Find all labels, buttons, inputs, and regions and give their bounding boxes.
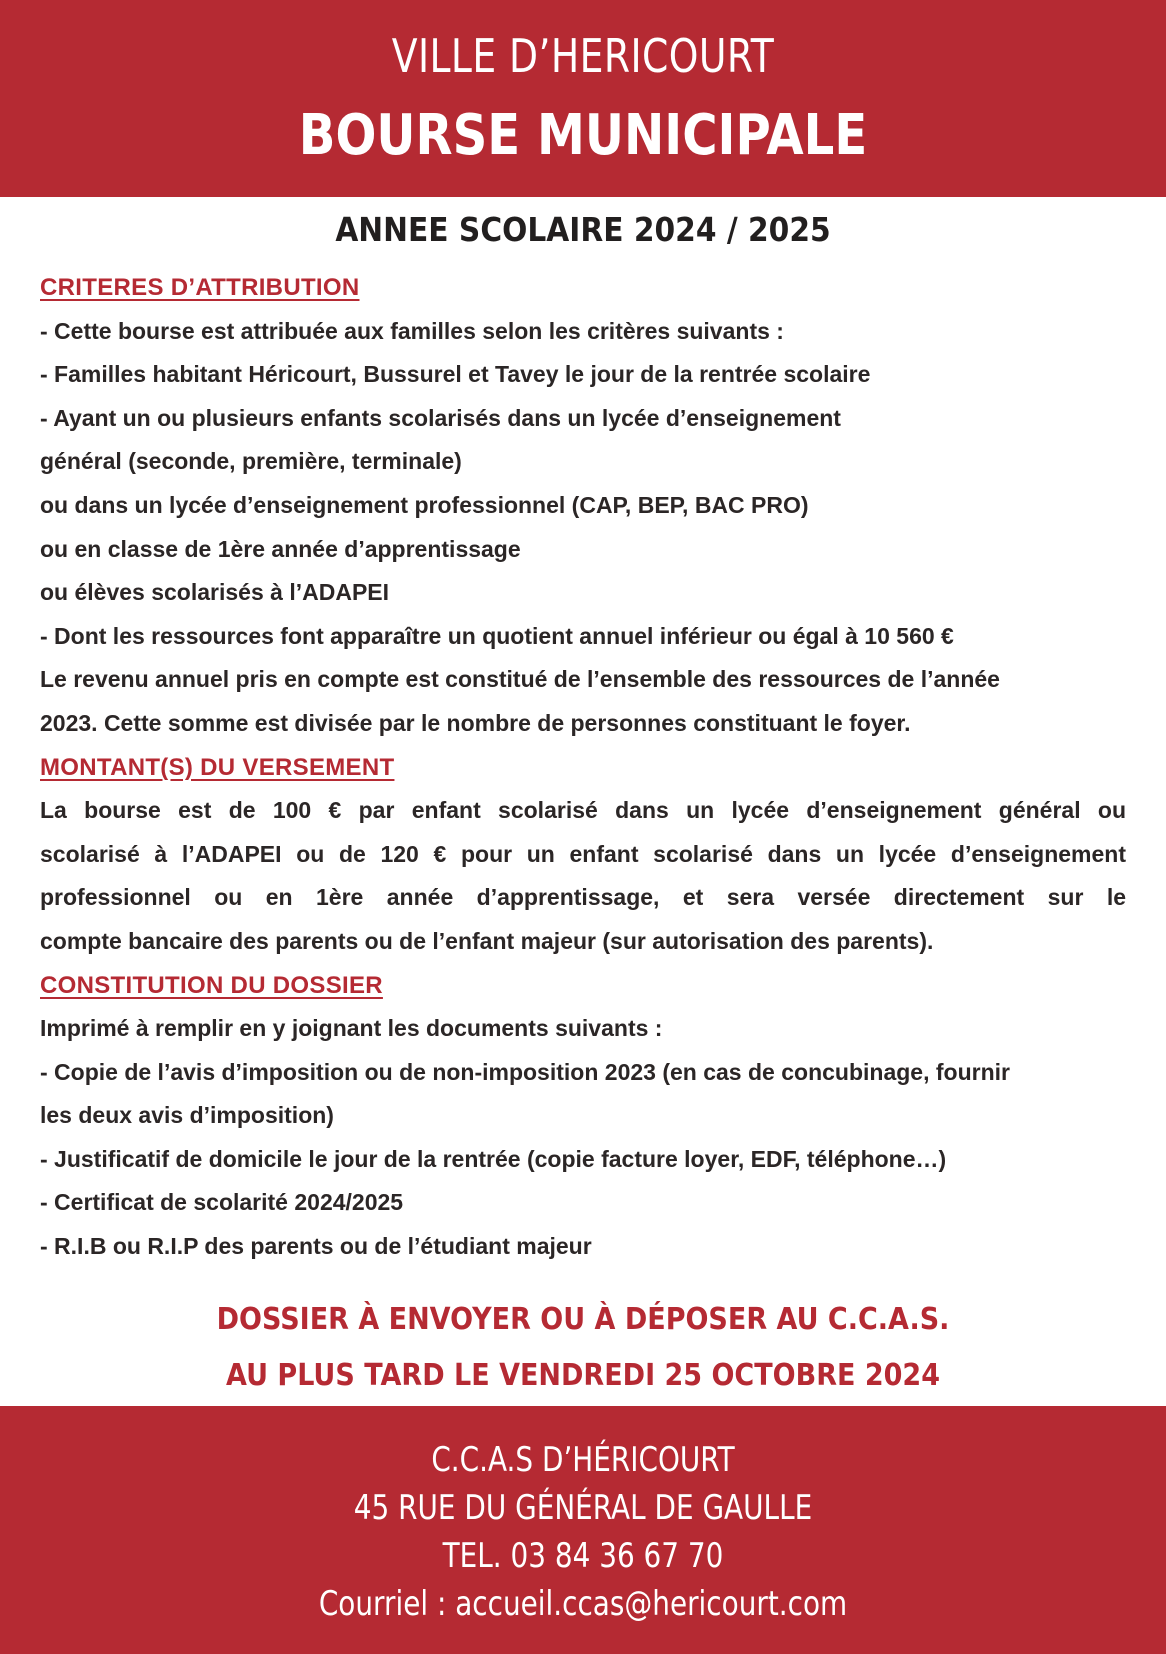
footer-contact (0, 1406, 1166, 1654)
criteria-line: - Cette bourse est attribuée aux familles selon les critères suivants : (40, 317, 784, 344)
footer-address: 45 RUE DU GÉNÉRAL DE GAULLE (353, 1488, 813, 1528)
footer-phone: TEL. 03 84 36 67 70 (442, 1536, 724, 1576)
dossier-line: les deux avis d’imposition) (40, 1102, 334, 1129)
header-banner (0, 0, 1166, 197)
amount-line: scolarisé à l’ADAPEI ou de 120 € pour un enfant scolarisé dans un lycée d’enseignement (40, 840, 1126, 867)
criteria-line: ou dans un lycée d’enseignement professionnel (CAP, BEP, BAC PRO) (40, 491, 809, 518)
criteria-line: Le revenu annuel pris en compte est constitué de l’ensemble des ressources de l’année (40, 666, 1000, 693)
criteria-line: - Ayant un ou plusieurs enfants scolarisés dans un lycée d’enseignement (40, 404, 841, 431)
criteria-line: ou en classe de 1ère année d’apprentissage (40, 535, 521, 562)
dossier-line: Imprimé à remplir en y joignant les documents suivants : (40, 1015, 663, 1042)
footer-email: Courriel : accueil.ccas@hericourt.com (318, 1584, 848, 1624)
deadline-notice (0, 1292, 1166, 1404)
deadline-line-2: AU PLUS TARD LE VENDREDI 25 OCTOBRE 2024 (226, 1358, 940, 1393)
criteria-heading: CRITERES D’ATTRIBUTION (40, 274, 360, 301)
amount-line: La bourse est de 100 € par enfant scolarisé dans un lycée d’enseignement général ou (40, 797, 1126, 824)
dossier-line: - Certificat de scolarité 2024/2025 (40, 1189, 404, 1216)
footer-org: C.C.A.S D’HÉRICOURT (431, 1440, 735, 1480)
criteria-line: ou élèves scolarisés à l’ADAPEI (40, 579, 390, 606)
amount-line: professionnel ou en 1ère année d’apprentissage, et sera versée directement sur le (40, 884, 1126, 911)
criteria-line: - Familles habitant Héricourt, Bussurel et Tavey le jour de la rentrée scolaire (40, 361, 871, 388)
dossier-line: - Copie de l’avis d’imposition ou de non-imposition 2023 (en cas de concubinage, fournir (40, 1058, 1010, 1085)
criteria-line: général (seconde, première, terminale) (40, 448, 462, 475)
document-body (40, 266, 1126, 1269)
school-year-heading: ANNEE SCOLAIRE 2024 / 2025 (335, 210, 831, 249)
dossier-heading: CONSTITUTION DU DOSSIER (40, 971, 383, 999)
page-title: BOURSE MUNICIPALE (298, 103, 868, 168)
dossier-line: - Justificatif de domicile le jour de la rentrée (copie facture loyer, EDF, téléphone…) (40, 1145, 947, 1172)
deadline-line-1: DOSSIER À ENVOYER OU À DÉPOSER AU C.C.A.S. (216, 1302, 950, 1337)
city-name: VILLE D’HERICOURT (391, 29, 775, 83)
criteria-line: 2023. Cette somme est divisée par le nombre de personnes constituant le foyer. (40, 709, 911, 736)
amount-heading: MONTANT(S) DU VERSEMENT (40, 753, 395, 781)
amount-line: compte bancaire des parents ou de l’enfant majeur (sur autorisation des parents). (40, 927, 934, 954)
dossier-line: - R.I.B ou R.I.P des parents ou de l’étudiant majeur (40, 1233, 592, 1260)
criteria-line: - Dont les ressources font apparaître un quotient annuel inférieur ou égal à 10 560 € (40, 622, 954, 649)
